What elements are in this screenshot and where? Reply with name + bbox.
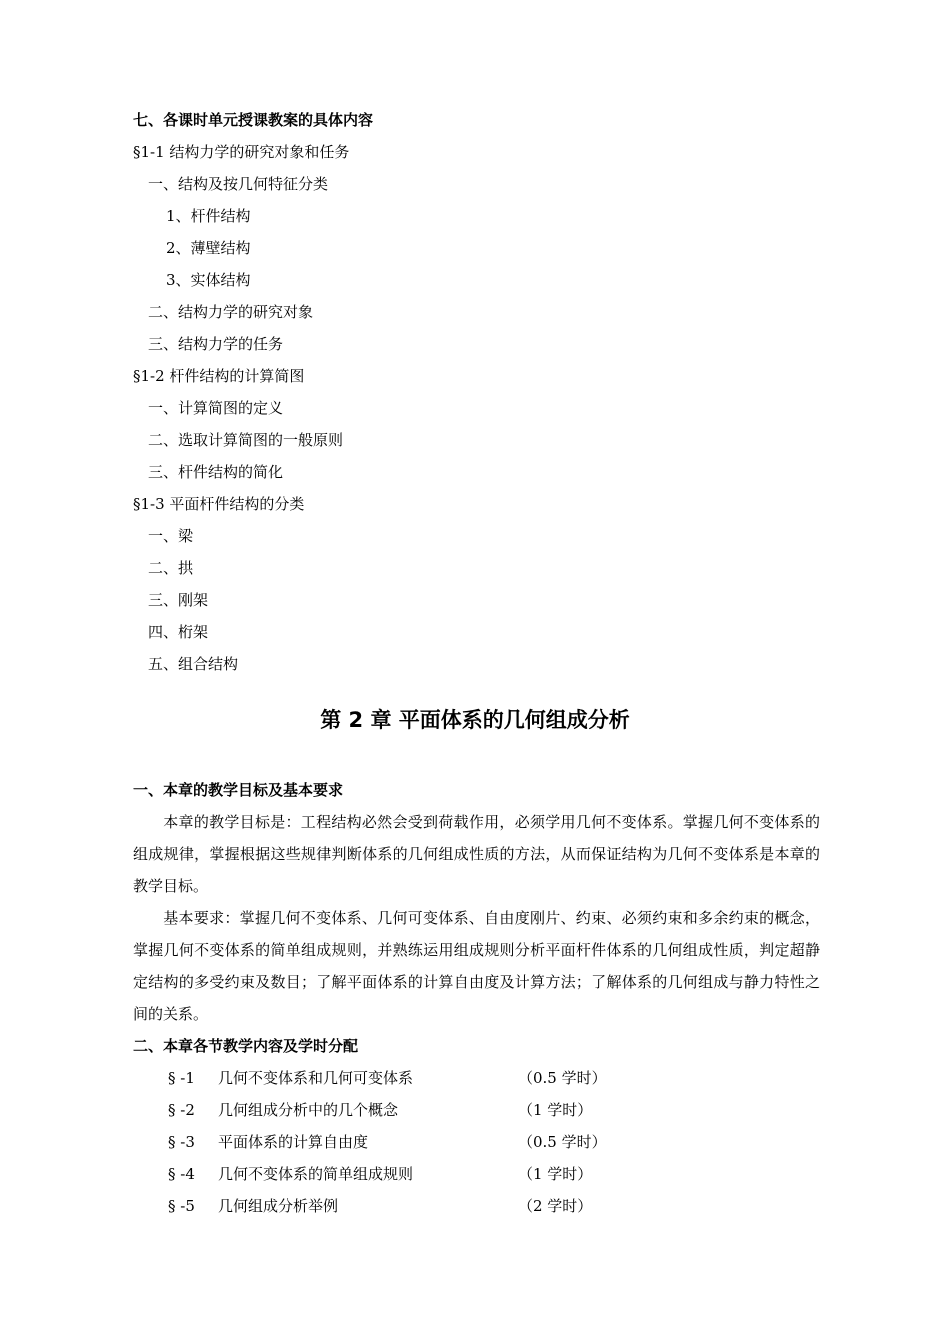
allocation-section: § -2 [168,1101,195,1119]
allocation-hours: （2 学时） [518,1197,593,1215]
outline-item: 2、薄壁结构 [166,239,251,257]
allocation-title: 几何不变体系的简单组成规则 [218,1165,414,1183]
allocation-section: § -5 [168,1197,195,1215]
outline-item: 三、刚架 [148,591,209,609]
outline-item: 三、结构力学的任务 [148,335,284,353]
allocation-title: 几何不变体系和几何可变体系 [218,1069,414,1087]
outline-item: 1、杆件结构 [166,207,251,225]
allocation-hours: （1 学时） [518,1101,593,1119]
outline-item: 五、组合结构 [148,655,239,673]
allocation-section: § -1 [168,1069,195,1087]
allocation-row [168,1164,592,1184]
outline-item: 一、计算简图的定义 [148,399,284,417]
outline-item: 二、拱 [148,559,194,577]
outline-item: §1-2 杆件结构的计算简图 [133,367,305,385]
outline-item: 三、杆件结构的简化 [148,463,284,481]
outline-item: §1-1 结构力学的研究对象和任务 [133,143,350,161]
allocation-row [168,1132,607,1152]
allocation-section: § -3 [168,1133,195,1151]
requirements-text: 基本要求：掌握几何不变体系、几何可变体系、自由度刚片、约束、必须约束和多余约束的概念，掌握几何不变体系的简单组成规则，并熟练运用组成规则分析平面杆件体系的几何组成性质，判定超静定结构的多受约束及数目；了解平面体系的计算自由度及计算方法；了解体系的几何组成与静力特性之间的关系。 [133,909,820,1023]
allocation-hours: （0.5 学时） [518,1133,607,1151]
outline-item: 3、实体结构 [166,271,251,289]
requirements-paragraph [133,902,820,1030]
objectives-heading: 一、本章的教学目标及基本要求 [133,781,344,799]
section-heading: 七、各课时单元授课教案的具体内容 [133,111,374,129]
outline-item: 四、桁架 [148,623,209,641]
objectives-paragraph [133,806,820,902]
outline-item: 一、梁 [148,527,194,545]
allocation-title: 几何组成分析举例 [218,1197,339,1215]
allocation-row [168,1100,592,1120]
allocation-row [168,1196,592,1216]
allocation-heading: 二、本章各节教学内容及学时分配 [133,1037,359,1055]
allocation-row [168,1068,607,1088]
chapter-title: 第 2 章 平面体系的几何组成分析 [320,708,630,732]
allocation-hours: （1 学时） [518,1165,593,1183]
allocation-section: § -4 [168,1165,195,1183]
allocation-hours: （0.5 学时） [518,1069,607,1087]
outline-item: 一、结构及按几何特征分类 [148,175,329,193]
allocation-title: 平面体系的计算自由度 [218,1133,369,1151]
objectives-text: 本章的教学目标是：工程结构必然会受到荷载作用，必须学用几何不变体系。掌握几何不变体系的组成规律，掌握根据这些规律判断体系的几何组成性质的方法，从而保证结构为几何不变体系是本章的教学目标。 [133,813,820,895]
outline-item: 二、结构力学的研究对象 [148,303,314,321]
outline-item: 二、选取计算简图的一般原则 [148,431,344,449]
outline-item: §1-3 平面杆件结构的分类 [133,495,305,513]
allocation-title: 几何组成分析中的几个概念 [218,1101,399,1119]
